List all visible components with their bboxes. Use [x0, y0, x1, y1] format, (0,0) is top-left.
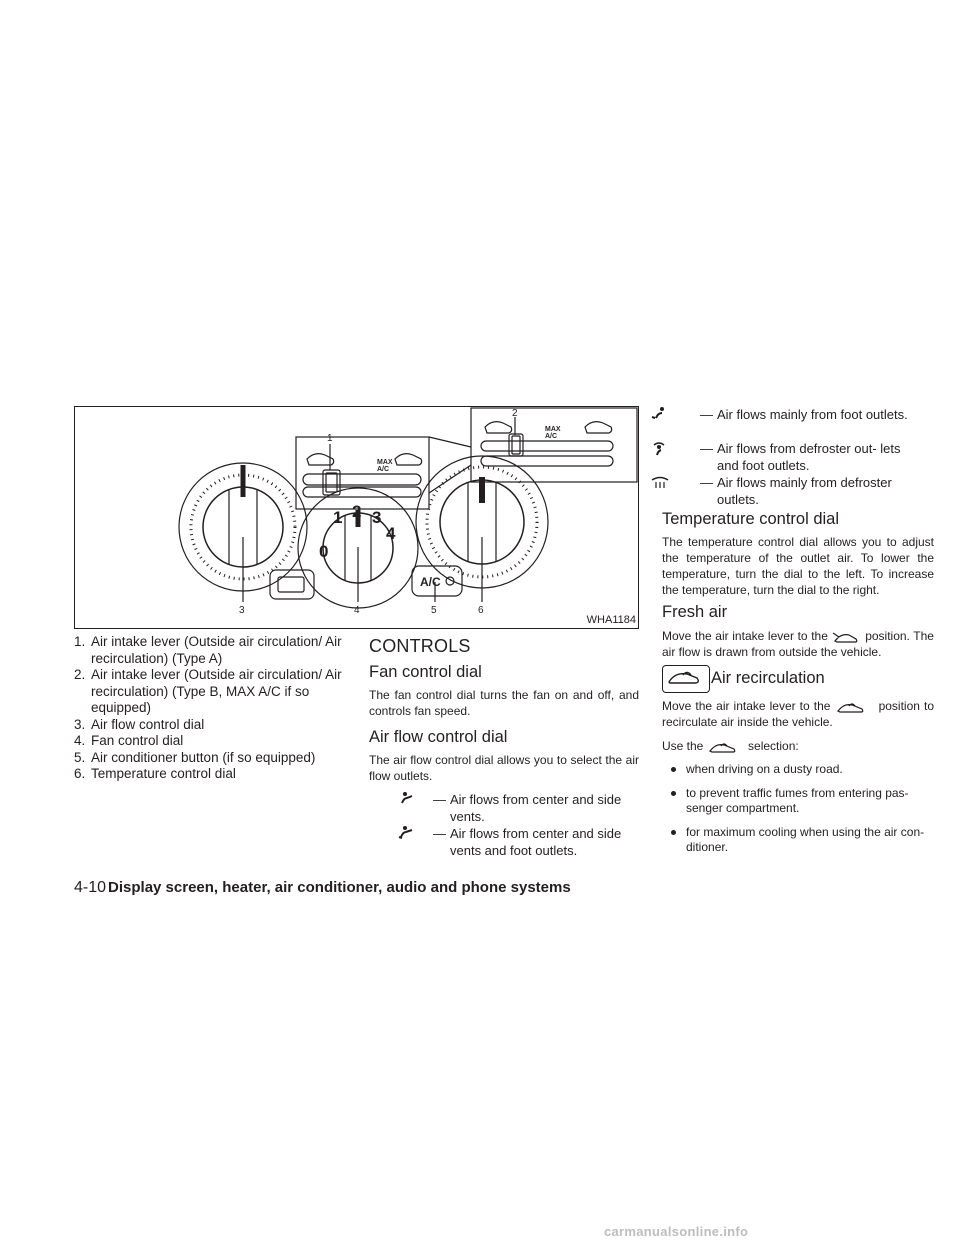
max-label-a: MAX	[377, 459, 393, 466]
fan-speed-4: 4	[386, 524, 396, 543]
airflow-body: The air flow control dial allows you to select the air flow outlets.	[369, 753, 639, 783]
ac-label-b: A/C	[545, 433, 558, 440]
recirculation-icon-box	[662, 665, 710, 693]
callout-4: 4	[354, 605, 360, 616]
ac-button-label: A/C	[420, 575, 441, 589]
callout-3: 3	[239, 605, 245, 616]
fan-control-heading: Fan control dial	[369, 663, 482, 681]
recirculation-body: Move the air intake lever to the position to recirculate air inside the vehicle.	[662, 699, 934, 729]
list-item: 5. Air conditioner button (if so equipped)	[74, 749, 316, 765]
foot-defrost-mode-icon	[651, 441, 667, 457]
inset-type-a-frame	[296, 437, 429, 509]
list-item: 3. Air flow control dial	[74, 716, 205, 732]
page-footer	[74, 879, 571, 897]
fresh-air-body: Move the air intake lever to the position. The air flow is drawn from outside the vehicle.	[662, 629, 934, 659]
bi-level-mode-icon	[398, 825, 414, 839]
fresh-air-icon	[832, 631, 862, 643]
airflow-heading: Air flow control dial	[369, 728, 508, 746]
recirculation-bullets	[662, 762, 934, 864]
temperature-heading: Temperature control dial	[662, 510, 840, 528]
page-number: 4-10	[74, 879, 107, 896]
figure-id: WHA1184	[586, 614, 636, 626]
fan-speed-1: 1	[333, 508, 343, 527]
ac-label-a: A/C	[377, 466, 390, 473]
recirculation-inline-icon-2	[707, 741, 745, 753]
defrost-mode-icon	[651, 476, 669, 490]
vent-mode-icon	[400, 791, 414, 805]
watermark: carmanualsonline.info	[604, 1224, 749, 1239]
fan-speed-0: 0	[319, 542, 329, 561]
controls-heading: CONTROLS	[369, 636, 471, 656]
temperature-body: The temperature control dial allows you to adjust the temperature of the outlet air. To lower the temperature, turn the dial to the left. To increase the temperature, turn the dial to the right.	[662, 535, 934, 597]
callout-6: 6	[478, 605, 484, 616]
inset-type-b-frame	[471, 408, 637, 482]
heater-control-panel-illustration	[75, 407, 638, 628]
recirculation-use-line: Use the selection:	[662, 739, 799, 753]
list-item: when driving on a dusty road.	[662, 762, 934, 778]
fan-speed-2: 2	[352, 502, 362, 521]
fresh-air-heading: Fresh air	[662, 603, 728, 621]
list-item: to prevent traffic fumes from entering pas- senger compartment.	[662, 786, 934, 817]
figure-legend-list	[74, 634, 364, 783]
list-item: 4. Fan control dial	[74, 733, 184, 748]
list-item: 2. Air intake lever (Outside air circulation/ Air recirculation) (Type B, MAX A/C if so equipped)	[74, 667, 342, 715]
section-title: Display screen, heater, air conditioner, audio and phone systems	[108, 879, 571, 896]
list-item: 6. Temperature control dial	[74, 766, 236, 781]
recirculation-inline-icon	[835, 701, 875, 713]
fan-speed-3: 3	[372, 508, 382, 527]
list-item: 1. Air intake lever (Outside air circulation/ Air recirculation) (Type A)	[74, 634, 342, 666]
list-item: for maximum cooling when using the air con- ditioner.	[662, 825, 934, 856]
callout-1: 1	[327, 433, 333, 444]
controls-figure	[74, 406, 639, 629]
max-label-b: MAX	[545, 426, 561, 433]
foot-mode-icon	[651, 406, 667, 420]
fan-control-body: The fan control dial turns the fan on and off, and controls fan speed.	[369, 688, 639, 718]
rear-defrost-button	[270, 570, 314, 599]
recirculation-heading: Air recirculation	[711, 669, 825, 687]
callout-5: 5	[431, 605, 437, 616]
recirculation-icon	[663, 666, 707, 690]
callout-2: 2	[512, 408, 518, 419]
